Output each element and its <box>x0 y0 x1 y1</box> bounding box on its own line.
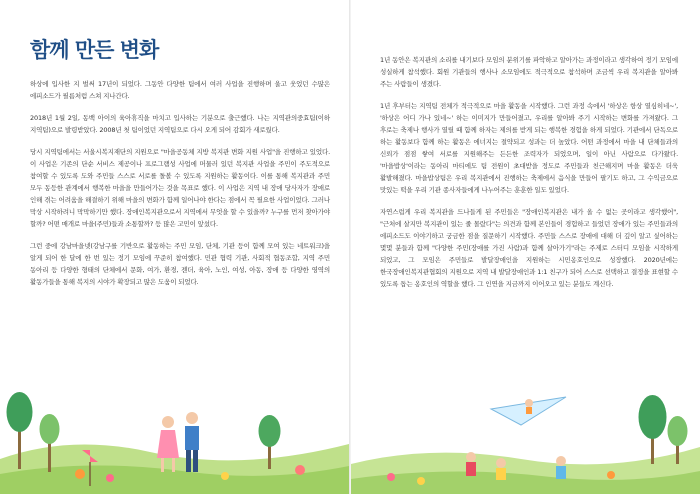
flower-icon <box>106 474 114 482</box>
person-icon <box>466 462 476 476</box>
person-head-shape <box>556 456 566 466</box>
right-text-column <box>380 54 678 300</box>
person-icon <box>556 466 566 479</box>
flower-icon <box>417 477 425 485</box>
person-head-shape <box>466 452 476 462</box>
person-icon <box>496 468 506 480</box>
paragraph: 1년 후부터는 지역팀 전체가 적극적으로 마을 활동을 시작했다. 그런 과정 속에서 '하상은 항상 열심히네~', '하상은 어디 가나 있네~' 하는 이미지가 만들어졌고, 우리를 알아봐 주기 시작하는 변화를 가져왔다. 그 후로는 축제나 행사가 열릴 때 함께 하자는 제의를 받게 되는 행복한 경험을 하게 되었다. 기관에서 단독으로 하는 활동보다 함께 하는 활동은 에너지는 절약되고 성과는 더 높았다. 어떤 과정에서 마을 내 단체들과의 신뢰가 점점 쌓여 서로를 지원해주는 든든한 조력자가 되었으며, 일이 아닌 사람으로 다가왔다. '마을밥상'이라는 동아리 마티에도 팀 전원이 초대받을 정도로 주민들과 친근해지며 마을 활동은 더욱 활발해졌다. 마을밥상팀은 우리 복지관에서 진행하는 축제에서 음식을 만들어 팔기도 하고, 그 수익금으로 맛있는 떡을 우리 기관 종사자들에게 나누어주는 훈훈한 일도 있었다. <box>380 102 678 194</box>
paragraph: 하상에 입사한 지 벌써 17년이 되었다. 그동안 다양한 팀에서 여러 사업을 진행하며 울고 웃었던 수많은 에피소드가 필름처럼 스쳐 지나간다. <box>30 80 330 100</box>
page-title: 함께 만든 변화 <box>30 38 159 62</box>
right-meadow-illustration <box>351 389 700 494</box>
right-page <box>351 0 700 494</box>
paragraph: 그런 중에 강남마을넷(강남구를 기반으로 활동하는 주민 모임, 단체, 기관 등이 함께 모여 있는 네트워크)을 알게 되어 한 달에 한 번 있는 정기 모임에 꾸준히 참여했다. 민관 협력 기관, 사회적 협동조합, 지역 주민 동아리 등 다양한 형태의 단체에서 문화, 여가, 환경, 젠더, 육아, 노인, 여성, 아동, 장애 등 다양한 영역의 활동가들을 통해 복지의 시야가 확장되고 많은 도움이 되었다. <box>30 242 330 286</box>
person-head-shape <box>525 399 533 407</box>
paragraph: 당시 지역팀에서는 서울시복지재단의 지원으로 "마을공동체 지방 복지관 변화 지원 사업"을 진행하고 있었다. 이 사업은 기존의 단순 서비스 제공이나 프로그램성 사업에 머물러 있던 복지관 사업을 주민이 주도적으로 참여할 수 있도록 도와 주민들 스스로 서로를 돌볼 수 있도록 지원하는 활동이다. 이를 통해 복지관과 주민 모두 동등한 관계에서 행복한 마을을 만들어가는 것을 목표로 했다. 이 사업은 지역 내 장애 당사자가 장애로 인해 겪는 어려움을 해결하기 위해 마을의 변화가 함께 일어나야 한다는 점에서 꼭 필요한 사업이었다. 그러나 막상 시작하려니 막막하기만 했다. 장애인복지관으로서 지역에서 무엇을 할 수 있을까? 누구를 먼저 찾아가야 할까? 어떤 매개로 마을(주민)들과 소통할까? 등 많은 고민이 앞섰다. <box>30 148 330 228</box>
flower-icon <box>75 469 85 479</box>
flower-icon <box>295 465 305 475</box>
flower-icon <box>607 471 615 479</box>
person-head-shape <box>162 416 174 428</box>
tree-icon <box>639 395 667 439</box>
flower-icon <box>387 473 395 481</box>
tree-icon <box>259 415 281 447</box>
paragraph: 2018년 1월 2일, 동백 아이의 육아휴직을 마치고 입사하는 기분으로 출근했다. 나는 지역관의중효팀(이하 지역팀)으로 발령받았다. 2008년 첫 팀이었던 지역팀으로 다시 오게 되어 감회가 새로웠다. <box>30 114 330 134</box>
paragraph: 1년 동안은 복지관의 소리를 내기보다 모임의 분위기를 파악하고 알아가는 과정이라고 생각하여 정기 모임에 성실하게 참석했다. 회원 기관들의 행사나 소모임에도 적극적으로 참석하며 조금씩 우리 복지관을 알아봐 주는 사람들이 생겼다. <box>380 56 678 88</box>
tree-icon <box>668 416 688 446</box>
person-head-shape <box>496 458 506 468</box>
left-meadow-illustration <box>0 374 349 494</box>
flower-icon <box>221 472 229 480</box>
left-text-column <box>30 78 330 298</box>
person-icon <box>157 430 179 458</box>
tree-icon <box>40 414 60 444</box>
paragraph: 자연스럽게 우리 복지관을 드나들게 된 주민들은 "장애인복지관은 내가 올 수 없는 곳이라고 생각했어", "근처에 살지만 복지관이 있는 줄 몰랐다"는 의견과 함께 본인들이 경험하고 들었던 장애가 있는 주민들과의 에피소드도 이야기하고 궁금한 점을 질문하기 시작했다. 주민들 스스로 장애에 대해 더 깊이 알고 싶어하는 몇몇 분들과 함께 "다양한 주민(장애를 가진 사람)과 함께 살아가기"라는 주제로 스터디 모임을 시작하게 되었고, 그 모임은 주민들로 발달장애인을 지원하는 시민옹호인으로 성장했다. 2020년에는 한국장애인복지관협회의 지원으로 지역 내 발달장애인과 1:1 친구가 되어 스스로 선택하고 결정을 표현할 수 있도록 돕는 옹호인의 역할을 했다. 그 인연을 지금까지 이어오고 있는 분들도 계신다. <box>380 208 678 288</box>
person-head-shape <box>186 412 198 424</box>
tree-icon <box>7 392 33 432</box>
left-page <box>0 0 349 494</box>
person-icon <box>185 426 199 450</box>
person-icon <box>526 407 532 414</box>
